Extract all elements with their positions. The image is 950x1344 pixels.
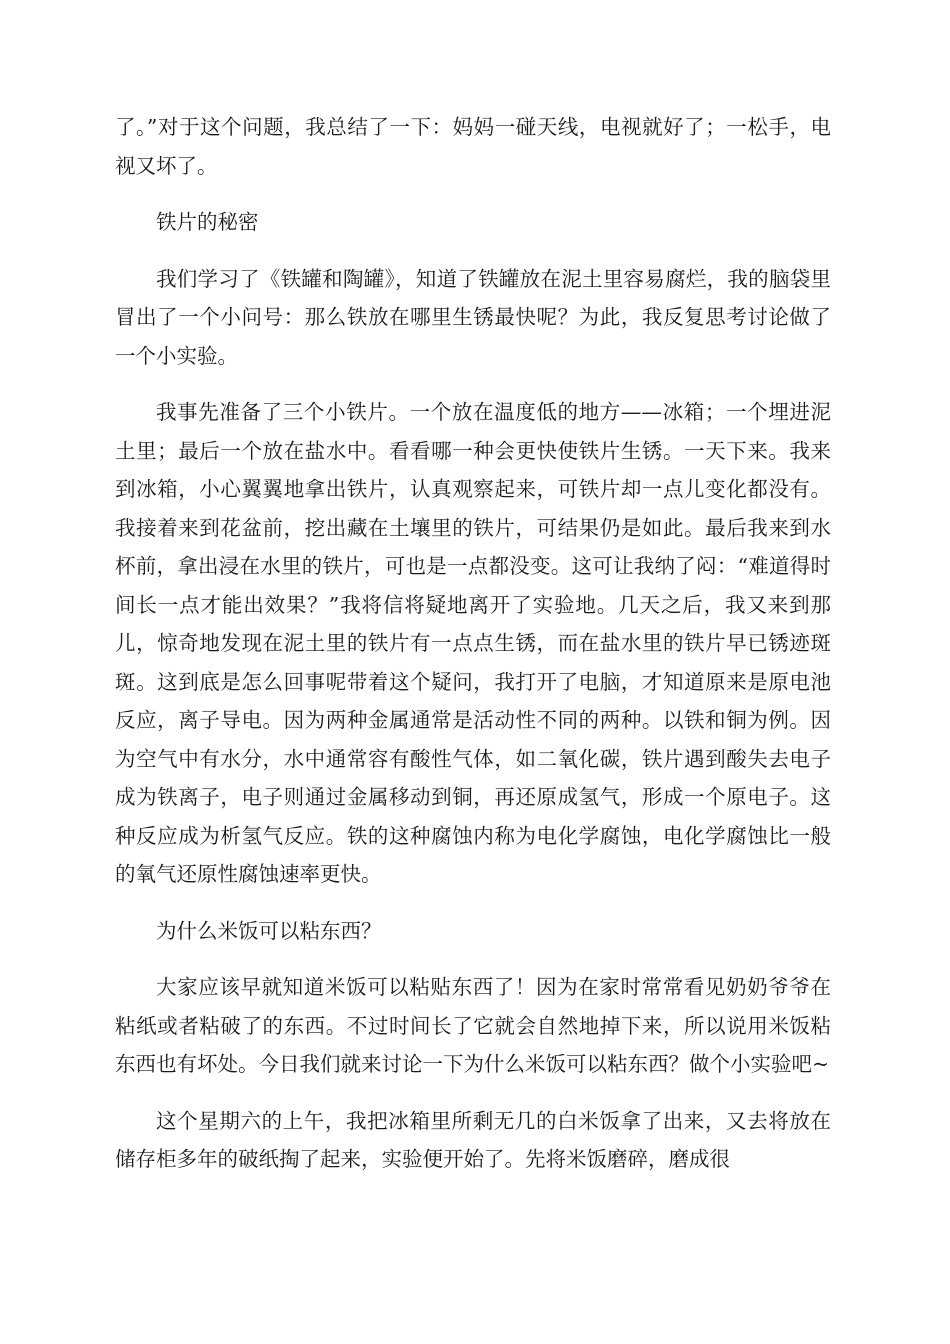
paragraph-iron-experiment: 我事先准备了三个小铁片。一个放在温度低的地方——冰箱；一个埋进泥土里；最后一个放在盐水中。看看哪一种会更快使铁片生锈。一天下来。我来到冰箱，小心翼翼地拿出铁片，认真观察起来，可铁片却一点儿变化都没有。我接着来到花盆前，挖出藏在土壤里的铁片，可结果仍是如此。最后我来到水杯前，拿出浸在水里的铁片，可也是一点都没变。这可让我纳了闷：“难道得时间长一点才能出效果？”我将信将疑地离开了实验地。几天之后，我又来到那儿，惊奇地发现在泥土里的铁片有一点点生锈，而在盐水里的铁片早已锈迹斑斑。这到底是怎么回事呢带着这个疑问，我打开了电脑，才知道原来是原电池反应，离子导电。因为两种金属通常是活动性不同的两种。以铁和铜为例。因为空气中有水分，水中通常容有酸性气体，如二氧化碳，铁片遇到酸失去电子成为铁离子，电子则通过金属移动到铜，再还原成氢气，形成一个原电子。这种反应成为析氢气反应。铁的这种腐蚀内称为电化学腐蚀，电化学腐蚀比一般的氧气还原性腐蚀速率更快。 xyxy=(115,400,831,886)
document-page xyxy=(115,108,831,1197)
paragraph-rice-intro: 大家应该早就知道米饭可以粘贴东西了！因为在家时常常看见奶奶爷爷在粘纸或者粘破了的东西。不过时间长了它就会自然地掉下来，所以说用米饭粘东西也有坏处。今日我们就来讨论一下为什么米饭可以粘东西？做个小实验吧~ xyxy=(115,975,831,1076)
section-heading-rice-glue: 为什么米饭可以粘东西？ xyxy=(156,918,382,943)
paragraph-iron-question: 我们学习了《铁罐和陶罐》，知道了铁罐放在泥土里容易腐烂，我的脑袋里冒出了一个小问号：那么铁放在哪里生锈最快呢？为此，我反复思考讨论做了一个小实验。 xyxy=(115,266,831,368)
section-heading-iron-secret: 铁片的秘密 xyxy=(156,210,259,234)
paragraph-tv-antenna-ending: 了。”对于这个问题，我总结了一下：妈妈一碰天线，电视就好了；一松手，电视又坏了。 xyxy=(115,115,831,178)
paragraph-rice-experiment: 这个星期六的上午，我把冰箱里所剩无几的白米饭拿了出来，又去将放在储存柜多年的破纸掏了起来，实验便开始了。先将米饭磨碎，磨成很 xyxy=(115,1108,831,1171)
